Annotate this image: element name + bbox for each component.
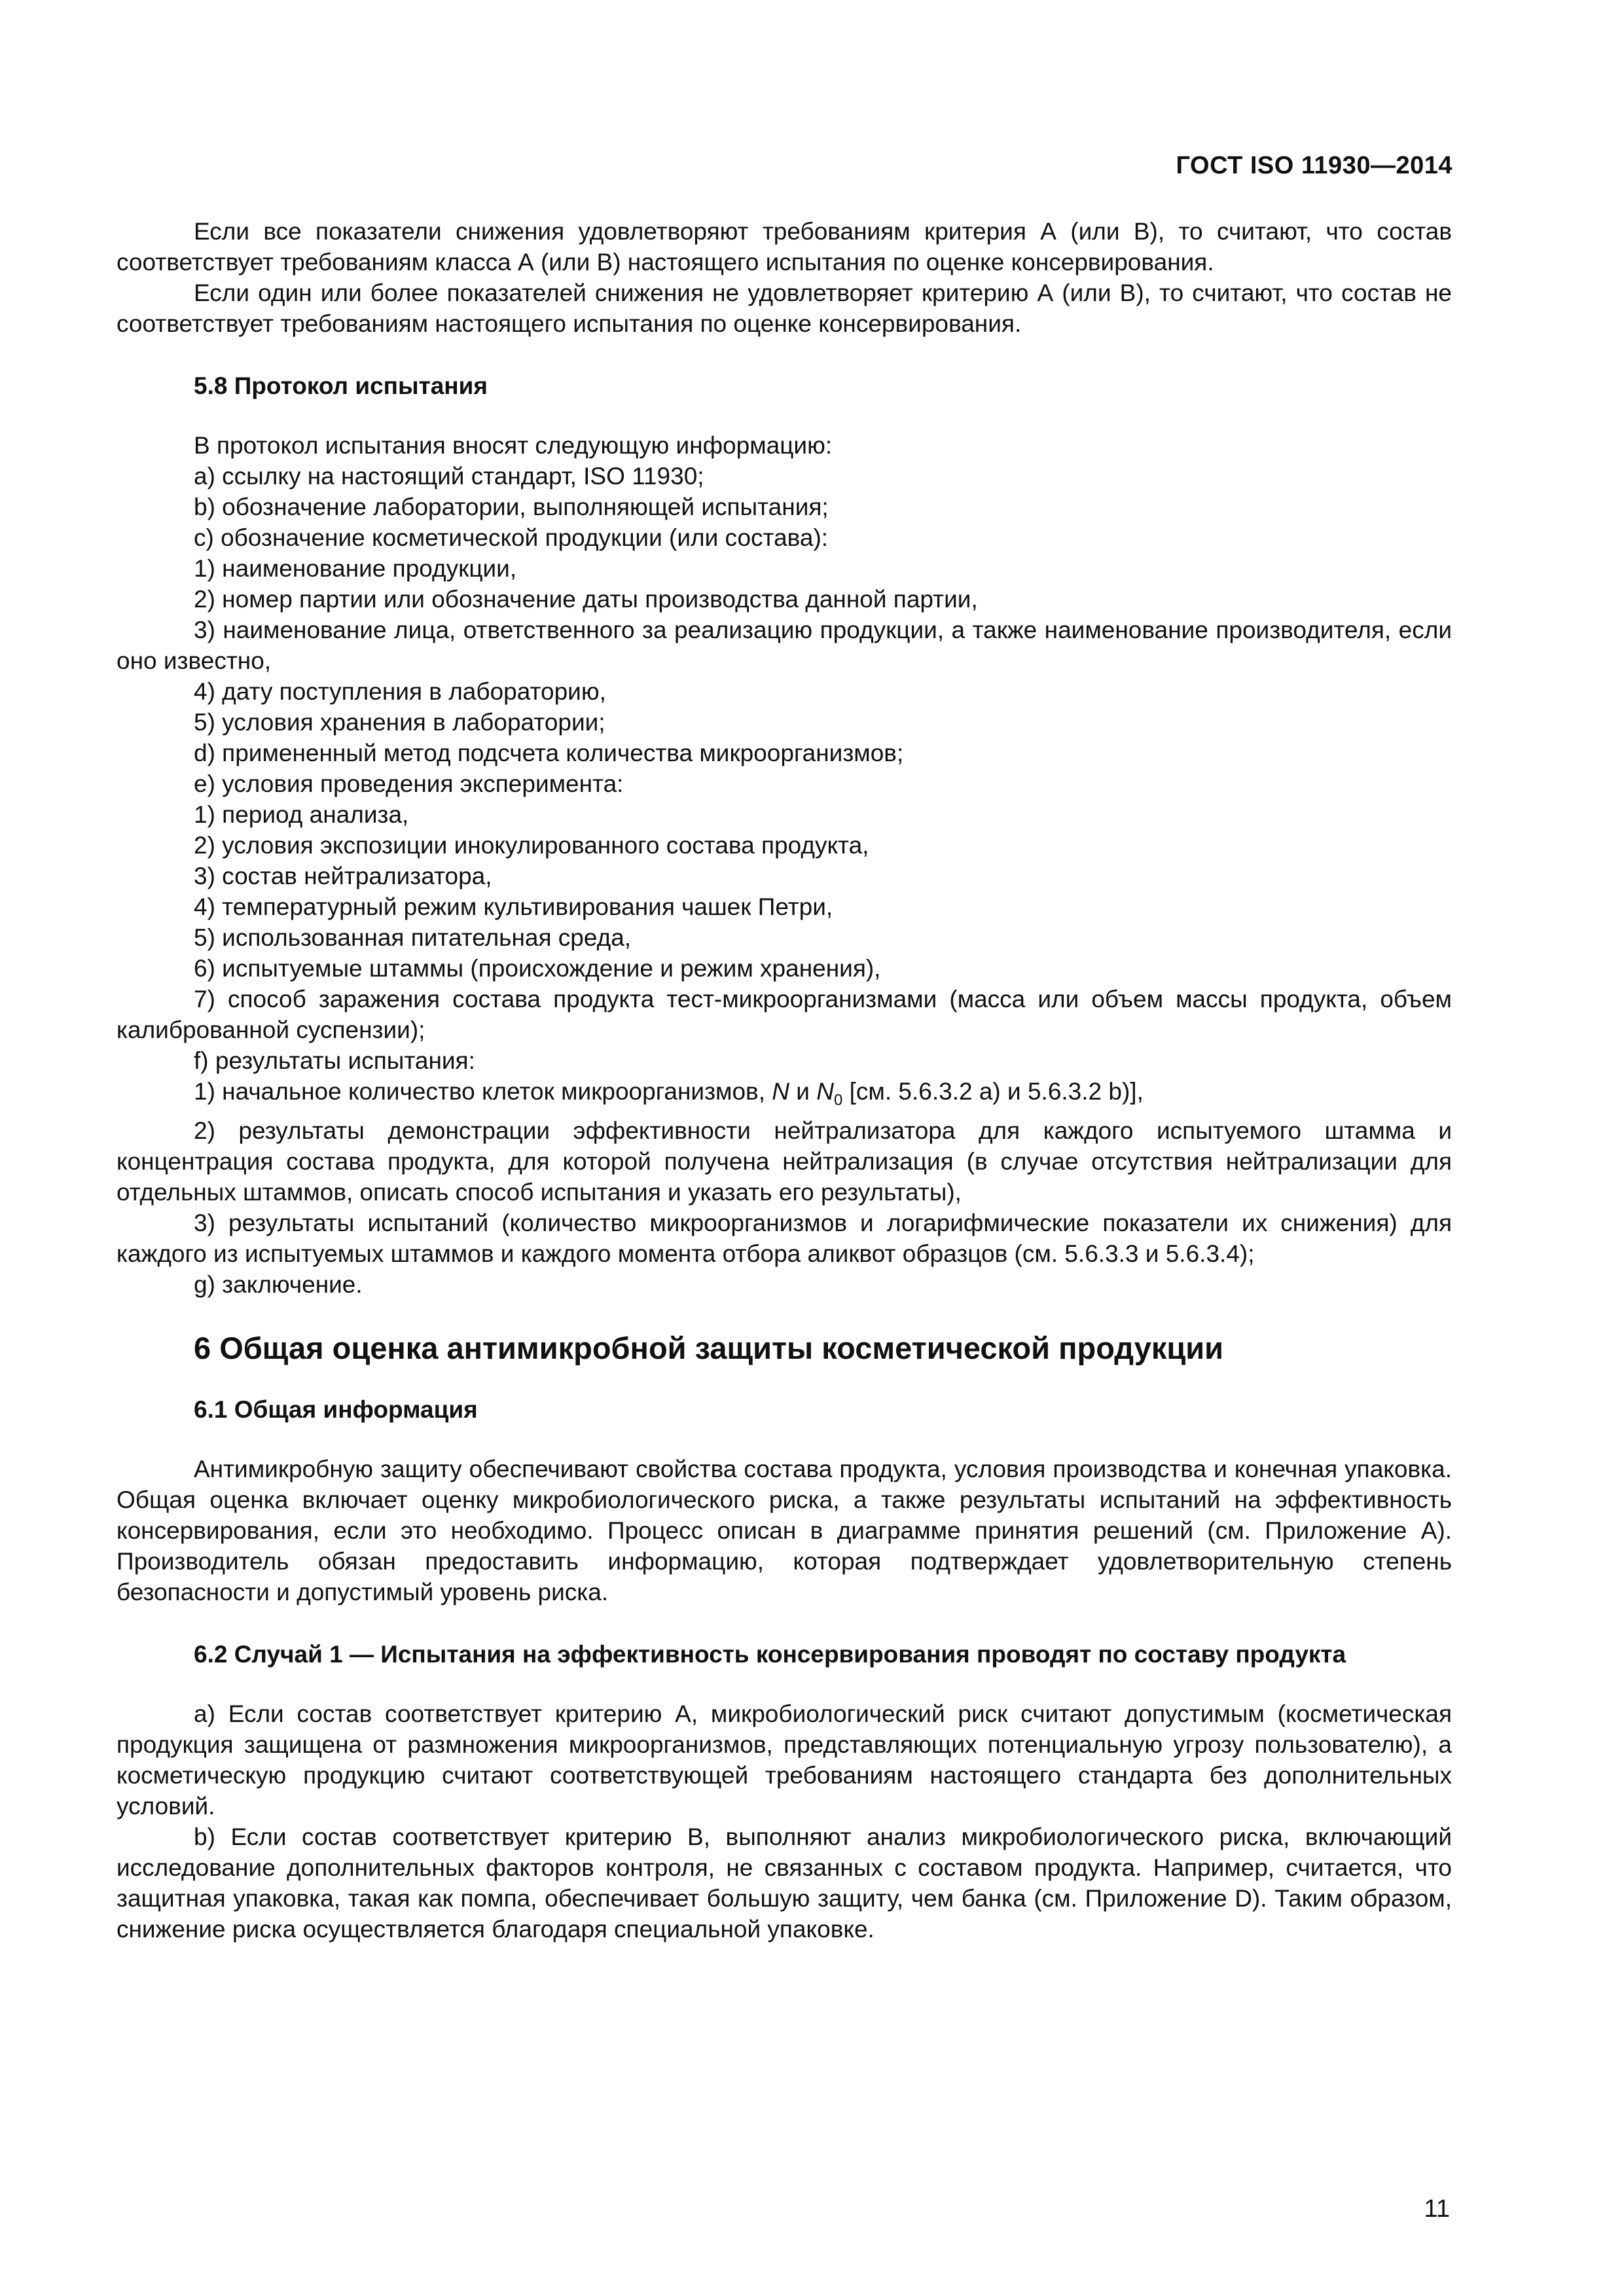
initial-count-suffix: [см. 5.6.3.2 а) и 5.6.3.2 b)], xyxy=(842,1078,1144,1105)
list-item: 2) номер партии или обозначение даты производства данной партии, xyxy=(194,586,978,613)
list-item: 2) условия экспозиции инокулированного состава продукта, xyxy=(194,832,869,859)
list-item: с) обозначение косметической продукции (или состава): xyxy=(194,524,829,551)
list-item: 3) наименование лица, ответственного за реализацию продукции, а также наименование производителя, если оно известно, xyxy=(117,617,1452,674)
symbol-n0-subscript: 0 xyxy=(833,1091,843,1109)
section-5-8-title: 5.8 Протокол испытания xyxy=(194,372,488,399)
list-item: 3) результаты испытаний (количество микроорганизмов и логарифмические показатели их снижения) для каждого из испытуемых штаммов и каждого момента отбора аликвот образцов (см. 5.6.3.3 и 5.6.3.4); xyxy=(117,1210,1452,1268)
list-item-initial-count xyxy=(117,1076,1452,1115)
list-item: 4) температурный режим культивирования чашек Петри, xyxy=(194,893,833,920)
symbol-n0: N xyxy=(816,1078,834,1105)
list-item: 5) использованная питательная среда, xyxy=(194,924,632,951)
section-6-title: 6 Общая оценка антимикробной защиты косметической продукции xyxy=(194,1331,1224,1366)
list-item: 5) условия хранения в лаборатории; xyxy=(194,709,605,736)
list-item: 7) способ заражения состава продукта тест-микроорганизмами (масса или объем массы продукта, объем калиброванной суспензии); xyxy=(117,986,1452,1043)
initial-count-prefix: 1) начальное количество клеток микроорганизмов, xyxy=(194,1078,772,1105)
list-item: 1) период анализа, xyxy=(194,801,409,828)
section-6-1-text: Антимикробную защиту обеспечивают свойства состава продукта, условия производства и конечная упаковка. Общая оценка включает оценку микробиологического риска, а также результаты испытаний на эффективность консервирования, если это необходимо. Процесс описан в диаграмме принятия решений (см. Приложение А). Производитель обязан предоставить информацию, которая подтверждает удовлетворительную степень безопасности и допустимый уровень риска. xyxy=(117,1456,1452,1606)
section-6-2-item-a: а) Если состав соответствует критерию А, микробиологический риск считают допустимым (косметическая продукция защищена от размножения микроорганизмов, представляющих потенциальную угрозу пользователю), а косметическую продукцию считают соответствующей требованиям настоящего стандарта без дополнительных условий. xyxy=(117,1700,1452,1820)
list-item: е) условия проведения эксперимента: xyxy=(194,770,624,797)
section-6-2-item-b: b) Если состав соответствует критерию В, выполняют анализ микробиологического риска, включающий исследование дополнительных факторов контроля, не связанных с составом продукта. Например, считается, что защитная упаковка, такая как помпа, обеспечивает большую защиту, чем банка (см. Приложение D). Таким образом, снижение риска осуществляется благодаря специальной упаковке. xyxy=(117,1823,1452,1943)
section-5-8-lead: В протокол испытания вносят следующую информацию: xyxy=(194,432,833,459)
section-6-2-title: 6.2 Случай 1 — Испытания на эффективность консервирования проводят по составу продукта xyxy=(194,1641,1346,1668)
list-item: 6) испытуемые штаммы (происхождение и режим хранения), xyxy=(194,955,881,982)
initial-count-and: и xyxy=(789,1078,817,1105)
list-item: f) результаты испытания: xyxy=(194,1047,475,1074)
list-item: 3) состав нейтрализатора, xyxy=(194,863,492,889)
symbol-n: N xyxy=(772,1078,790,1105)
intro-paragraph-2: Если один или более показателей снижения не удовлетворяет критерию А (или В), то считают, что состав не соответствует требованиям настоящего испытания по оценке консервирования. xyxy=(117,279,1452,337)
list-item: 4) дату поступления в лабораторию, xyxy=(194,678,606,705)
page-content xyxy=(117,216,1452,1945)
standard-header: ГОСТ ISO 11930—2014 xyxy=(1176,152,1453,179)
list-item: d) примененный метод подсчета количества микроорганизмов; xyxy=(194,740,904,766)
page-number: 11 xyxy=(1424,2195,1450,2223)
list-item: 1) наименование продукции, xyxy=(194,555,517,582)
list-item: а) ссылку на настоящий стандарт, ISO 11930; xyxy=(194,463,704,490)
list-item: g) заключение. xyxy=(194,1271,363,1299)
section-6-1-title: 6.1 Общая информация xyxy=(194,1396,478,1424)
intro-paragraph-1: Если все показатели снижения удовлетворяют требованиям критерия А (или В), то считают, что состав соответствует требованиям класса А (или В) настоящего испытания по оценке консервирования. xyxy=(117,218,1452,276)
list-item: b) обозначение лаборатории, выполняющей испытания; xyxy=(194,493,829,520)
list-item: 2) результаты демонстрации эффективности нейтрализатора для каждого испытуемого штамма и концентрация состава продукта, для которой получена нейтрализация (в случае отсутствия нейтрализации для отдельных штаммов, описать способ испытания и указать его результаты), xyxy=(117,1117,1452,1206)
